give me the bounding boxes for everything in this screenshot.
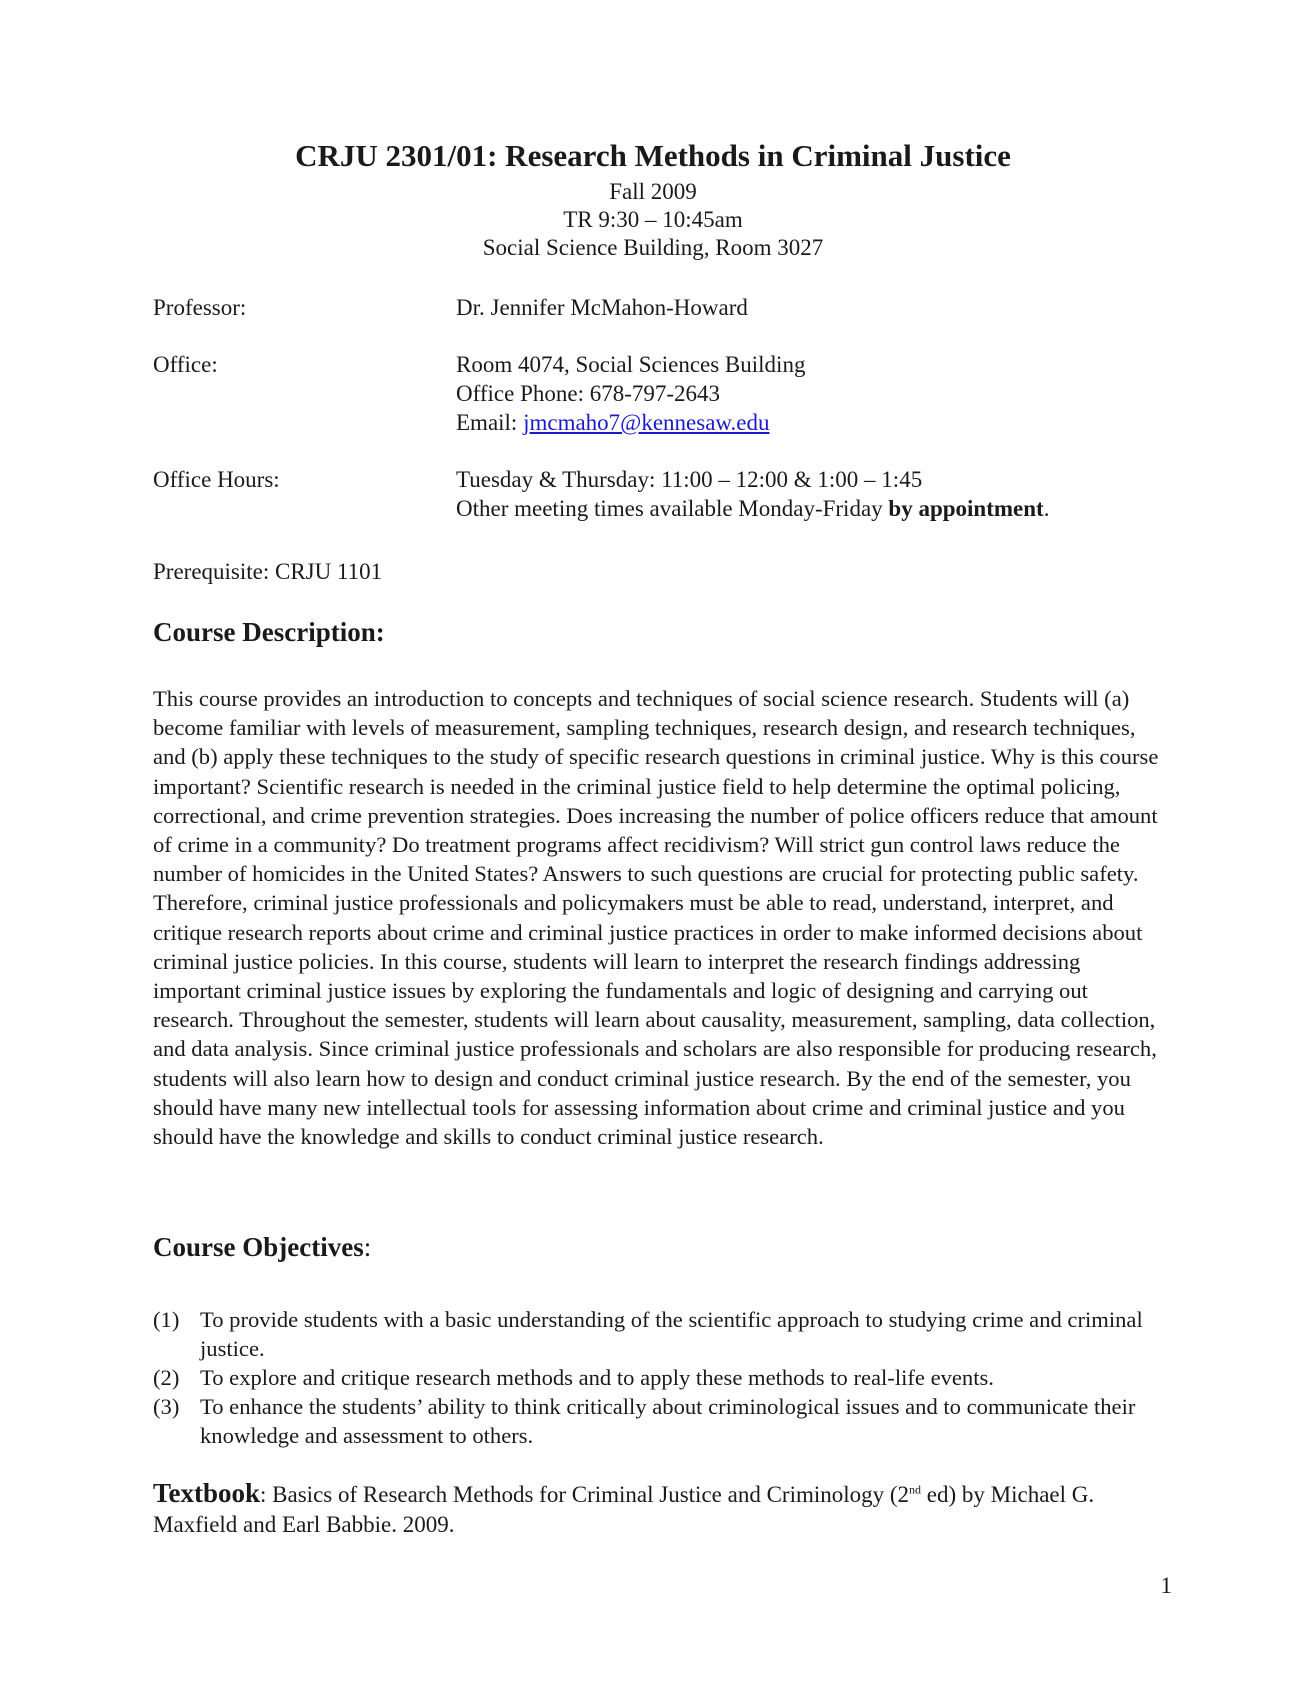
course-objectives-heading xyxy=(153,1231,371,1263)
course-term: Fall 2009 xyxy=(609,179,697,204)
course-description-heading: Course Description: xyxy=(153,617,385,647)
course-description-body: This course provides an introduction to concepts and techniques of social science research. Students will (a) become familiar with levels of measurement, sampling techniques, research design, and research techniques, and (b) apply these techniques to the study of specific research questions in criminal justice. Why is this course important? Scientific research is needed in the criminal justice field to help determine the optimal policing, correctional, and crime prevention strategies. Does increasing the number of police officers reduce that amount of crime in a community? Do treatment programs affect recidivism? Will strict gun control laws reduce the number of homicides in the United States? Answers to such questions are crucial for protecting public safety. Therefore, criminal justice professionals and policymakers must be able to read, understand, interpret, and critique research reports about crime and criminal justice practices in order to make informed decisions about criminal justice policies. In this course, students will learn to interpret the research findings addressing important criminal justice issues by exploring the fundamentals and logic of designing and carrying out research. Throughout the semester, students will learn about causality, measurement, sampling, data collection, and data analysis. Since criminal justice professionals and scholars are also responsible for producing research, students will also learn how to design and conduct criminal justice research. By the end of the semester, you should have many new intellectual tools for assessing information about crime and criminal justice and you should have the knowledge and skills to conduct criminal justice research. xyxy=(153,686,1159,1150)
edition-superscript: nd xyxy=(909,1482,922,1497)
objectives-list xyxy=(153,1305,1173,1450)
objective-item xyxy=(153,1363,1173,1392)
course-title: CRJU 2301/01: Research Methods in Criminal Justice xyxy=(295,138,1011,173)
email-prefix: Email: xyxy=(456,410,524,435)
textbook-authors: ed) by Michael G. Maxfield and Earl Babbie. 2009. xyxy=(153,1482,1095,1537)
textbook-info xyxy=(153,1478,1173,1540)
office-hours-label: Office Hours: xyxy=(153,467,280,492)
objective-item xyxy=(153,1305,1173,1363)
professor-name: Dr. Jennifer McMahon-Howard xyxy=(456,295,748,320)
textbook-title: : Basics of Research Methods for Criminal Justice and Criminology (2 xyxy=(260,1482,910,1507)
objective-text: To provide students with a basic understanding of the scientific approach to studying crime and criminal justice. xyxy=(200,1307,1143,1361)
objectives-heading-text: Course Objectives xyxy=(153,1232,364,1262)
other-times-text: Other meeting times available Monday-Friday xyxy=(456,496,889,521)
page-number: 1 xyxy=(1160,1573,1172,1598)
course-schedule: TR 9:30 – 10:45am xyxy=(563,207,743,232)
by-appointment-emphasis: by appointment xyxy=(888,496,1044,521)
course-location: Social Science Building, Room 3027 xyxy=(482,235,824,260)
objective-text: To explore and critique research methods and to apply these methods to real-life events. xyxy=(200,1365,994,1390)
email-line xyxy=(456,408,770,437)
objective-item xyxy=(153,1392,1173,1450)
objectives-heading-colon: : xyxy=(363,1232,372,1262)
office-label: Office: xyxy=(153,352,218,377)
objective-number: (2) xyxy=(153,1365,180,1390)
office-room: Room 4074, Social Sciences Building xyxy=(456,352,806,377)
prerequisite: Prerequisite: CRJU 1101 xyxy=(153,559,383,584)
professor-label: Professor: xyxy=(153,295,247,320)
objective-number: (1) xyxy=(153,1307,180,1332)
objective-number: (3) xyxy=(153,1394,180,1419)
textbook-label: Textbook xyxy=(153,1478,261,1508)
email-link[interactable]: jmcmaho7@kennesaw.edu xyxy=(523,410,770,435)
office-hours-value: Tuesday & Thursday: 11:00 – 12:00 & 1:00 – 1:45 xyxy=(456,467,923,492)
office-phone: Office Phone: 678-797-2643 xyxy=(456,381,721,406)
objective-text: To enhance the students’ ability to think critically about criminological issues and to communicate their knowledge and assessment to others. xyxy=(200,1394,1136,1448)
other-times-period: . xyxy=(1043,496,1050,521)
other-meeting-times xyxy=(456,494,1049,523)
